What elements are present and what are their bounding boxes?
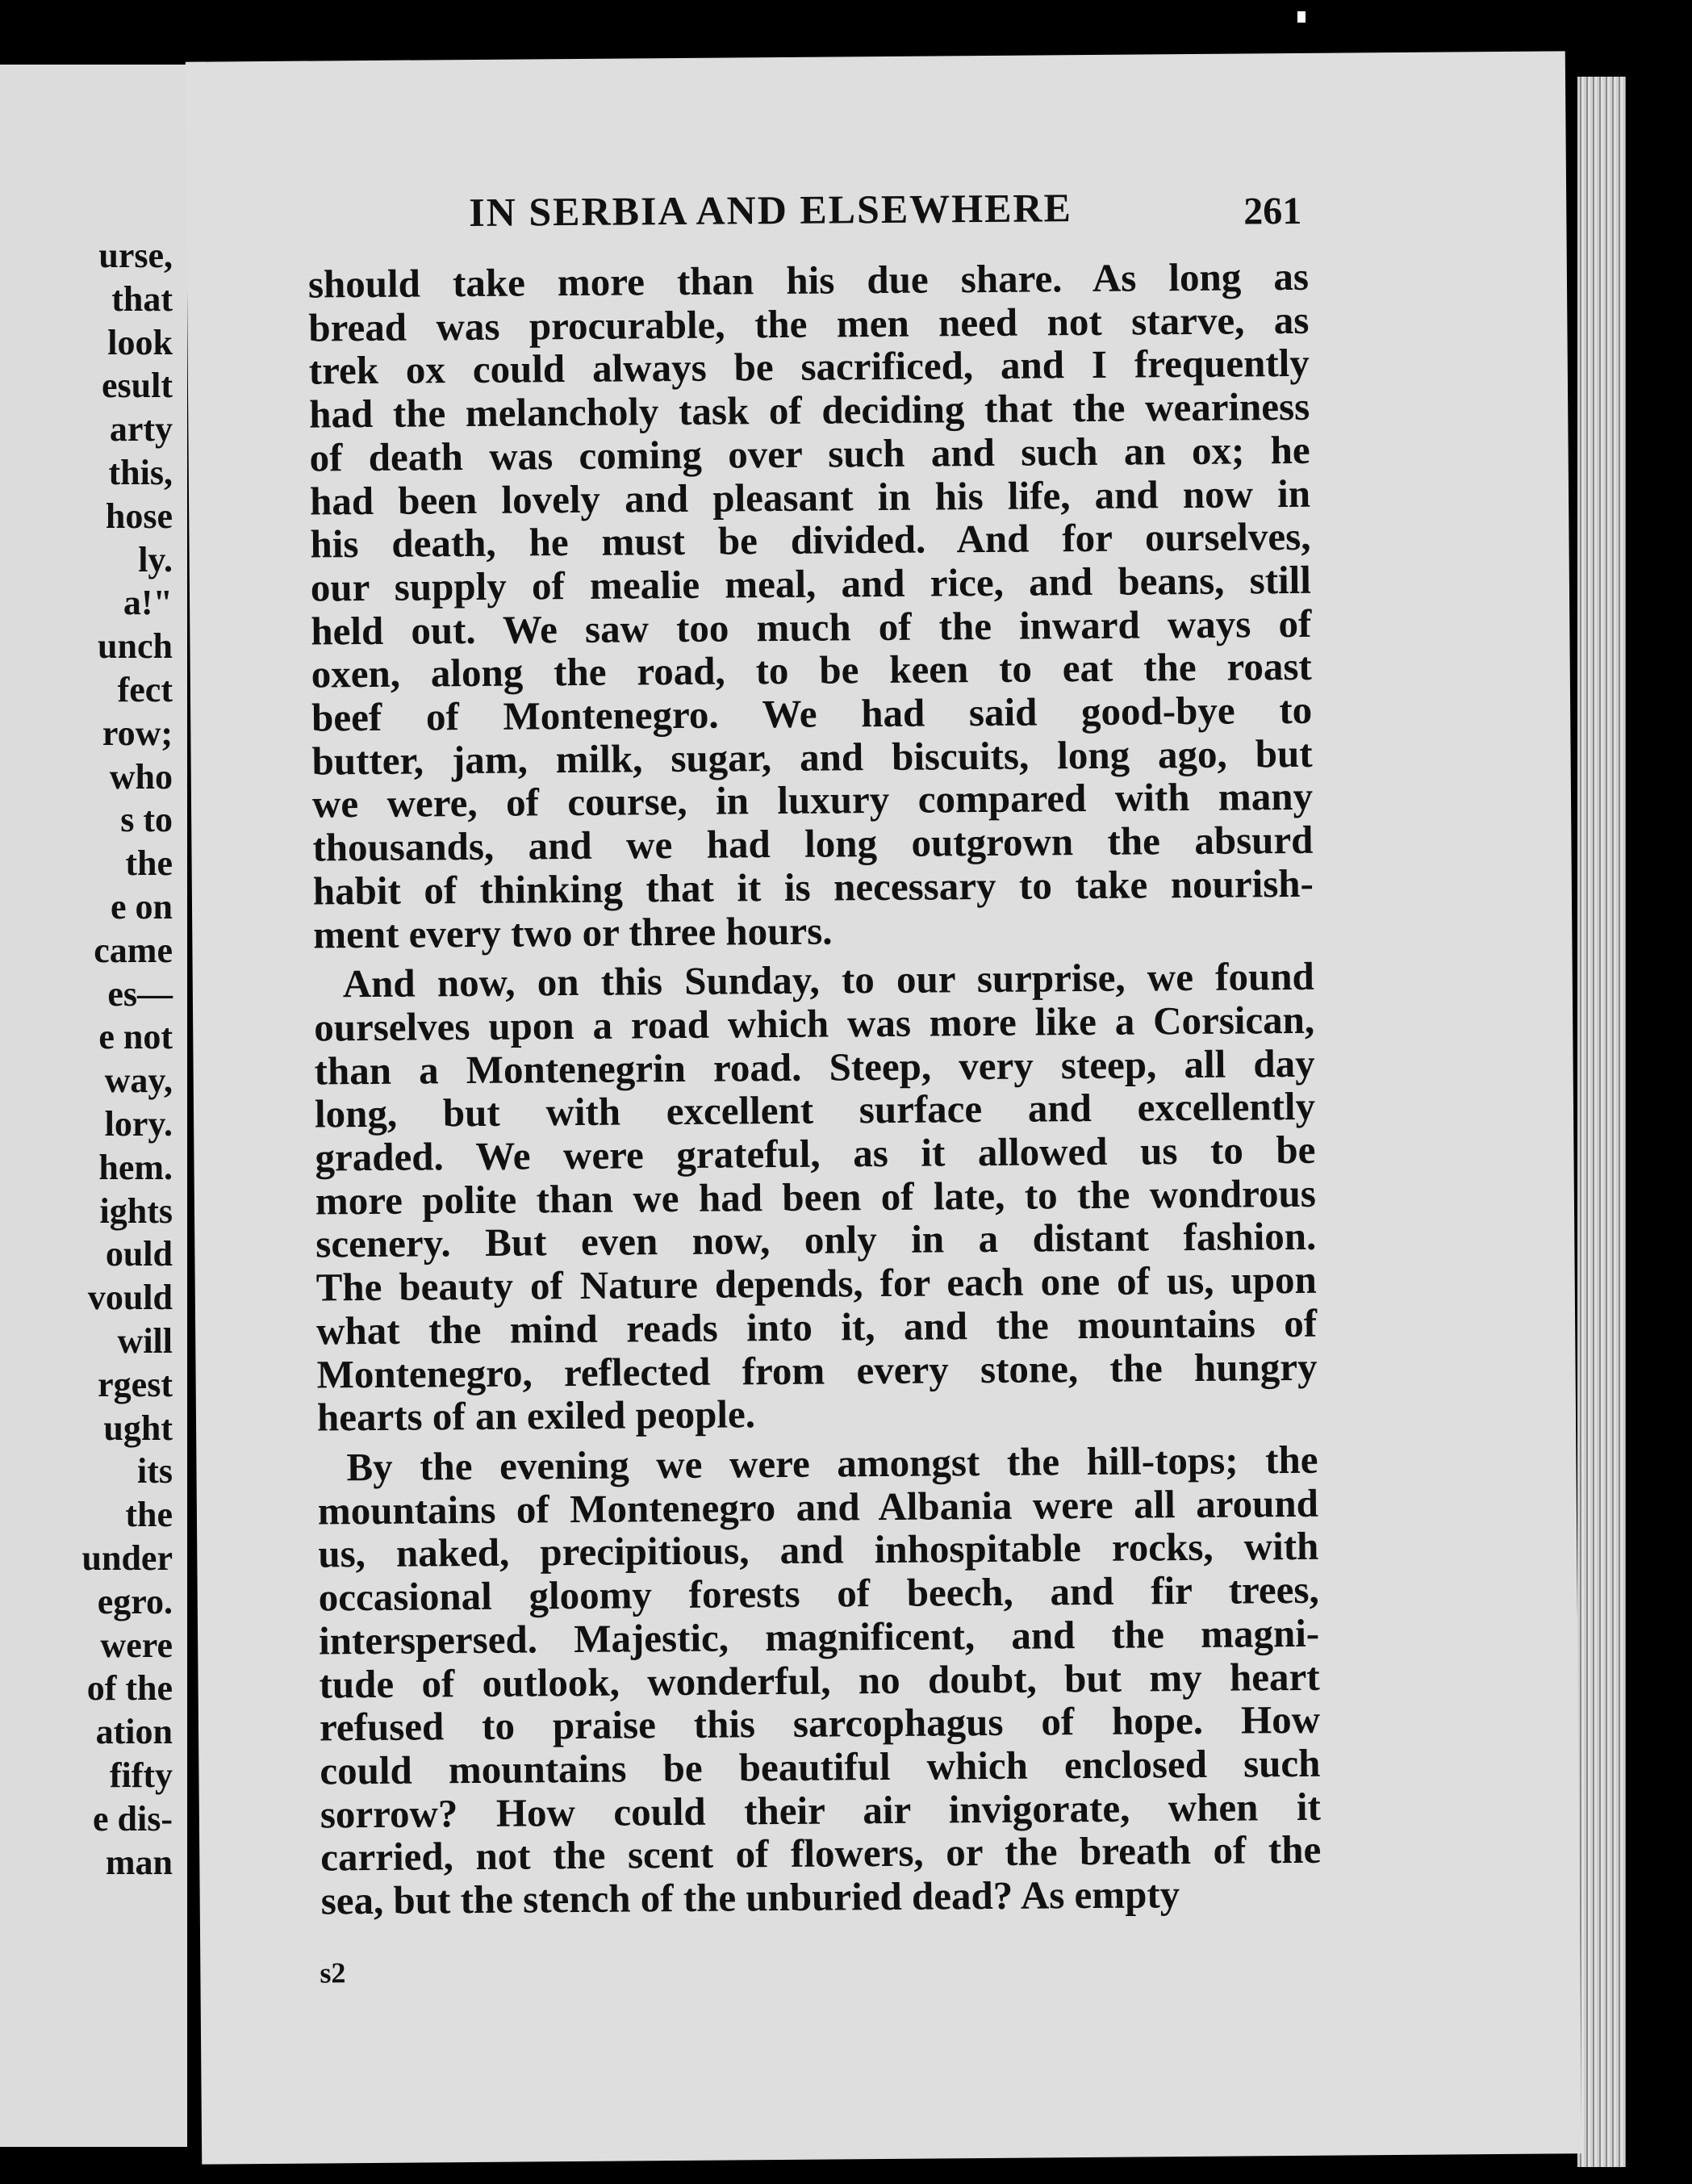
left-page-line: fect <box>117 670 173 709</box>
text-line: Montenegro, reflected from every stone, the hungry <box>316 1344 1318 1397</box>
signature-mark: s2 <box>320 1956 346 1989</box>
left-page-line: egro. <box>97 1581 173 1621</box>
text-line: And now, on this Sunday, to our surprise, we found <box>342 954 1314 1006</box>
text-line: oxen, along the road, to be keen to eat the roast <box>311 644 1312 697</box>
left-page-line: the <box>125 843 173 884</box>
text-line: habit of thinking that it is necessary to take nourish- <box>312 860 1314 914</box>
left-page-line: of the <box>86 1668 173 1709</box>
text-line: By the evening we were amongst the hill-tops; the <box>346 1437 1318 1490</box>
left-page-line: this, <box>108 453 173 492</box>
body-text <box>308 255 1322 1923</box>
text-line: could mountains be beautiful which enclosed such <box>320 1740 1321 1793</box>
text-line: us, naked, precipitious, and inhospitable rocks, with <box>318 1524 1319 1576</box>
left-page-fragment <box>0 65 187 2147</box>
text-line: had the melancholy task of deciding that the weariness <box>309 383 1310 437</box>
text-line: should take more than his due share. As long as <box>307 253 1310 307</box>
text-line: butter, jam, milk, sugar, and biscuits, long ago, but <box>311 730 1313 784</box>
text-line: our supply of mealie meal, and rice, and beans, still <box>310 557 1312 610</box>
left-page-line: e on <box>111 887 173 927</box>
left-page-line: hose <box>105 496 173 536</box>
paragraph <box>314 955 1318 1439</box>
text-line: beef of Montenegro. We had said good-bye to <box>311 687 1313 740</box>
text-line: held out. We saw too much of the inward ways of <box>311 600 1312 654</box>
text-line: than a Montenegrin road. Steep, very steep, all day <box>314 1040 1315 1094</box>
left-page-line: unch <box>98 626 173 667</box>
left-page-line: man <box>105 1842 173 1882</box>
text-line: ment every two or three hours. <box>313 908 833 957</box>
text-line: sorrow? How could their air invigorate, when it <box>320 1784 1322 1837</box>
text-line: carried, not the scent of flowers, or the breath of the <box>320 1827 1322 1880</box>
paragraph <box>317 1438 1322 1923</box>
left-page-line: came <box>94 930 173 970</box>
left-page-line: row; <box>102 713 173 753</box>
left-page-line: who <box>109 756 173 797</box>
text-line: more polite than we had been of late, to the wondrous <box>315 1170 1317 1224</box>
left-page-line: esult <box>102 366 173 406</box>
left-page-line: fifty <box>109 1755 173 1795</box>
page-edges <box>1577 77 1626 2167</box>
text-line: refused to praise this sarcophagus of hope. How <box>319 1697 1321 1750</box>
text-line: interspersed. Majestic, magnificent, and the magni- <box>318 1610 1320 1663</box>
left-page-line: es— <box>107 973 173 1014</box>
text-line: graded. We were grateful, as it allowed us to be <box>315 1127 1316 1180</box>
text-line: mountains of Montenegro and Albania were all around <box>317 1480 1319 1533</box>
text-line: hearts of an exiled people. <box>316 1391 756 1440</box>
left-page-line: will <box>117 1321 173 1361</box>
page-number: 261 <box>1243 189 1302 233</box>
text-line: ourselves upon a road which was more like a Corsican, <box>313 997 1315 1050</box>
left-page-line: vould <box>87 1278 173 1318</box>
scan-speck <box>1297 11 1306 23</box>
left-page-line: rgest <box>98 1364 173 1404</box>
left-page-line: hem. <box>98 1147 173 1187</box>
text-line: trek ox could always be sacrificed, and I frequently <box>308 341 1310 393</box>
left-page-line: ould <box>105 1234 173 1274</box>
text-line: long, but with excellent surface and excellently <box>314 1084 1316 1136</box>
left-page-line: under <box>81 1538 173 1578</box>
text-line: his death, he must be divided. And for ourselves, <box>310 514 1311 567</box>
left-page-line: s to <box>120 800 173 840</box>
left-page-line: lory. <box>104 1104 173 1144</box>
text-line: tude of outlook, wonderful, no doubt, but my heart <box>319 1654 1320 1707</box>
text-line: sea, but the stench of the unburied dead? As empty <box>320 1872 1180 1923</box>
left-page-line: e not <box>98 1017 173 1057</box>
text-line: we were, of course, in luxury compared with many <box>311 774 1314 826</box>
text-line: bread was procurable, the men need not starve, as <box>308 297 1310 350</box>
paragraph <box>308 255 1314 956</box>
text-line: of death was coming over such and such an ox; he <box>309 427 1310 480</box>
left-page-line: ly. <box>138 539 173 579</box>
left-page-line: ation <box>95 1712 173 1752</box>
left-page-line: e dis- <box>93 1798 173 1839</box>
left-page-line: urse, <box>98 236 173 275</box>
left-page-line: were <box>100 1625 173 1665</box>
left-page-line: ights <box>99 1190 173 1231</box>
left-page-line: the <box>125 1495 173 1535</box>
text-line: The beauty of Nature depends, for each one of us, upon <box>315 1257 1317 1310</box>
right-page <box>186 51 1581 2164</box>
left-page-line: its <box>137 1451 173 1492</box>
left-page-line: way, <box>104 1061 173 1101</box>
left-page-line: that <box>111 278 173 319</box>
left-page-line: ught <box>103 1408 173 1448</box>
text-line: thousands, and we had long outgrown the absurd <box>312 817 1314 870</box>
text-line: had been lovely and pleasant in his life, and now in <box>309 471 1311 524</box>
text-line: scenery. But even now, only in a distant fashion. <box>315 1214 1317 1266</box>
text-line: occasional gloomy forests of beech, and fir trees, <box>318 1567 1319 1620</box>
left-page-line: a!" <box>123 583 173 623</box>
left-page-line: arty <box>109 409 173 450</box>
left-page-line: look <box>107 322 173 362</box>
running-head: IN SERBIA AND ELSEWHERE <box>469 185 1073 235</box>
text-line: what the mind reads into it, and the mountains of <box>315 1300 1318 1353</box>
